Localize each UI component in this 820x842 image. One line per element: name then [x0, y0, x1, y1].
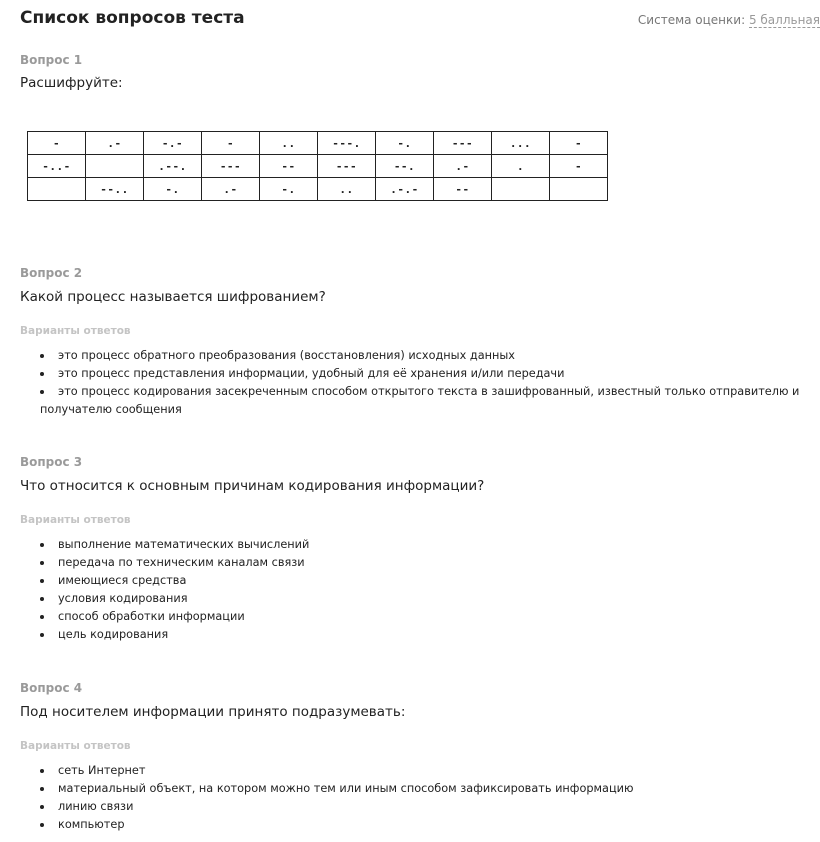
bullet-icon [40, 615, 44, 619]
cipher-cell: .. [318, 178, 376, 201]
bullet-icon [40, 561, 44, 565]
answer-item [40, 554, 810, 572]
cipher-cell: -- [434, 178, 492, 201]
answers-list [20, 762, 810, 834]
answer-text: способ обработки информации [58, 610, 245, 623]
question-4 [20, 681, 810, 834]
bullet-icon [40, 390, 44, 394]
grading-value-link[interactable]: 5 балльная [748, 13, 820, 27]
answers-caption: Варианты ответов [20, 325, 131, 337]
answer-text: это процесс представления информации, удобный для её хранения и/или передачи [58, 367, 565, 380]
cipher-cell: -- [260, 155, 318, 178]
cipher-cell [492, 178, 550, 201]
question-text: Что относится к основным причинам кодирования информации? [20, 478, 485, 494]
cipher-cell: -..- [28, 155, 86, 178]
cipher-cell: - [550, 132, 608, 155]
answer-text: компьютер [58, 818, 125, 831]
page-title: Список вопросов теста [20, 8, 245, 28]
answer-text: цель кодирования [58, 628, 169, 641]
cipher-cell: .- [434, 155, 492, 178]
question-3 [20, 455, 810, 644]
question-number: Вопрос 3 [20, 455, 83, 469]
answer-item [40, 383, 810, 419]
answer-text: передача по техническим каналам связи [58, 556, 305, 569]
answer-text: это процесс кодирования засекреченным способом открытого текста в зашифрованный, известный только отправителю и получателю сообщения [40, 385, 800, 416]
answer-item [40, 365, 810, 383]
cipher-cell [86, 155, 144, 178]
answer-item [40, 626, 810, 644]
answers-caption: Варианты ответов [20, 514, 131, 526]
grading-system [638, 13, 820, 27]
bullet-icon [40, 579, 44, 583]
cipher-cell: -.- [144, 132, 202, 155]
answer-item [40, 572, 810, 590]
question-number: Вопрос 4 [20, 681, 83, 695]
cipher-row [28, 155, 608, 178]
answer-text: это процесс обратного преобразования (восстановления) исходных данных [58, 349, 515, 362]
cipher-row [28, 178, 608, 201]
answers-list [20, 347, 810, 419]
answer-item [40, 590, 810, 608]
bullet-icon [40, 372, 44, 376]
bullet-icon [40, 823, 44, 827]
bullet-icon [40, 633, 44, 637]
question-1 [20, 53, 810, 92]
question-text: Под носителем информации принято подразумевать: [20, 704, 406, 720]
cipher-cell: --. [376, 155, 434, 178]
answer-item [40, 816, 810, 834]
cipher-cell [28, 178, 86, 201]
cipher-row [28, 132, 608, 155]
cipher-cell: .- [86, 132, 144, 155]
cipher-cell: .--. [144, 155, 202, 178]
answers-list [20, 536, 810, 644]
answer-text: линию связи [58, 800, 134, 813]
cipher-cell [550, 178, 608, 201]
cipher-table [27, 131, 608, 201]
cipher-cell: . [492, 155, 550, 178]
cipher-cell: - [550, 155, 608, 178]
cipher-cell: .. [260, 132, 318, 155]
answer-item [40, 536, 810, 554]
answer-item [40, 608, 810, 626]
cipher-cell: -. [144, 178, 202, 201]
answer-text: условия кодирования [58, 592, 188, 605]
bullet-icon [40, 543, 44, 547]
answer-text: материальный объект, на котором можно тем или иным способом зафиксировать информацию [58, 782, 634, 795]
question-number: Вопрос 2 [20, 266, 83, 280]
answers-caption: Варианты ответов [20, 740, 131, 752]
cipher-cell: -. [260, 178, 318, 201]
question-text: Расшифруйте: [20, 75, 123, 91]
page-header [20, 8, 820, 34]
question-number: Вопрос 1 [20, 53, 83, 67]
bullet-icon [40, 354, 44, 358]
answer-item [40, 780, 810, 798]
cipher-cell: ... [492, 132, 550, 155]
cipher-cell: .-.- [376, 178, 434, 201]
bullet-icon [40, 597, 44, 601]
answer-item [40, 798, 810, 816]
answer-item [40, 347, 810, 365]
question-text: Какой процесс называется шифрованием? [20, 289, 326, 305]
cipher-cell: --.. [86, 178, 144, 201]
cipher-cell: .- [202, 178, 260, 201]
answer-text: выполнение математических вычислений [58, 538, 310, 551]
cipher-cell: --- [318, 155, 376, 178]
answer-item [40, 762, 810, 780]
answer-text: сеть Интернет [58, 764, 146, 777]
cipher-cell: - [202, 132, 260, 155]
cipher-cell: - [28, 132, 86, 155]
cipher-cell: ---. [318, 132, 376, 155]
grading-label: Система оценки: [637, 13, 746, 27]
cipher-cell: -. [376, 132, 434, 155]
question-2 [20, 266, 810, 419]
bullet-icon [40, 769, 44, 773]
answer-text: имеющиеся средства [58, 574, 187, 587]
cipher-cell: --- [202, 155, 260, 178]
cipher-cell: --- [434, 132, 492, 155]
bullet-icon [40, 787, 44, 791]
bullet-icon [40, 805, 44, 809]
